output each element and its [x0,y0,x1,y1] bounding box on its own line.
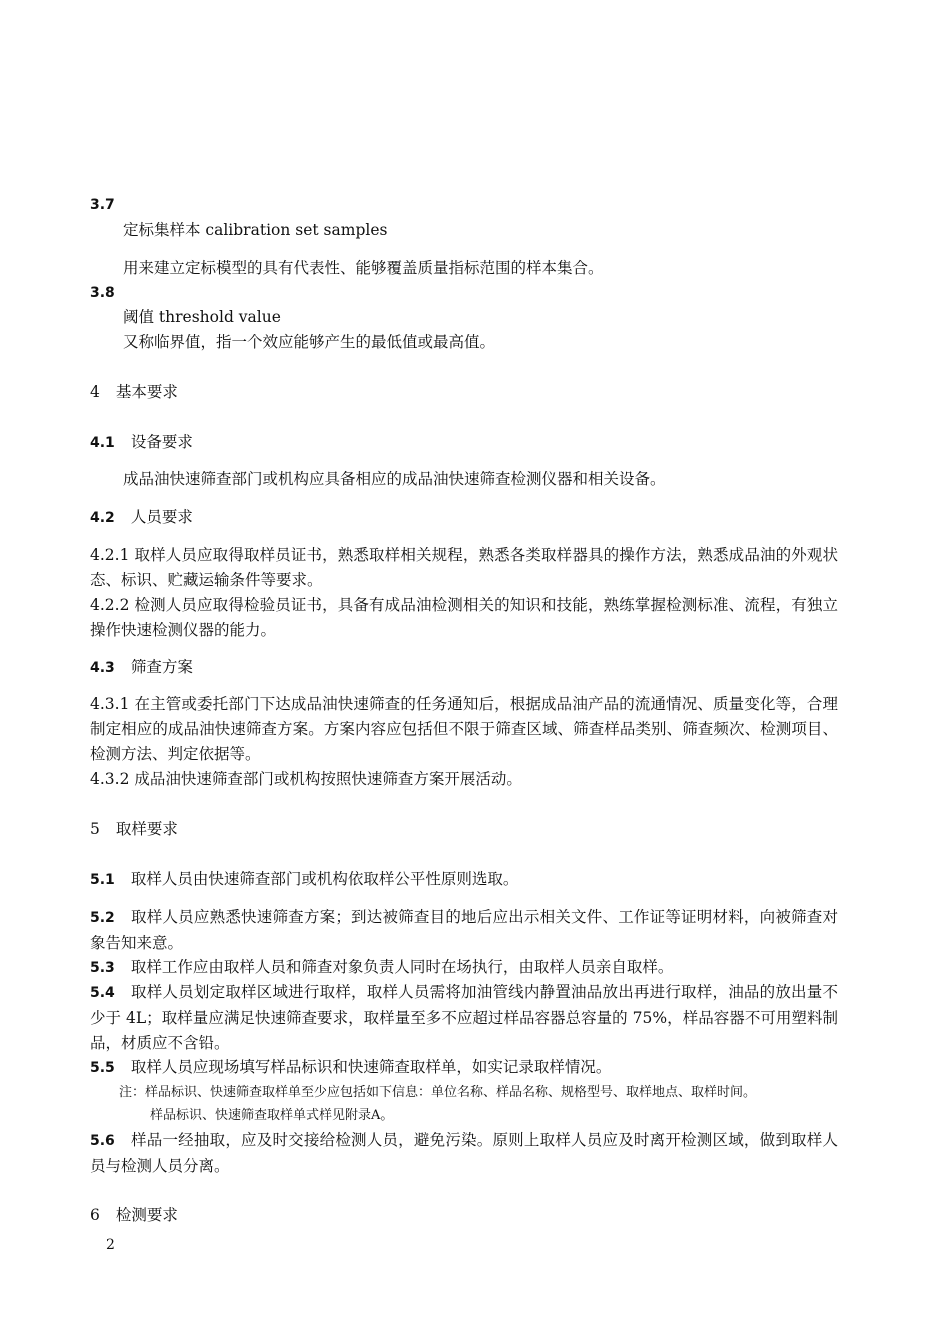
clause-title: 筛查方案 [130,658,193,676]
term-3-8: 阈值 threshold value [123,308,281,326]
chapter-4-heading [90,380,838,405]
clause-number: 5.2 [90,910,115,926]
clause-number: 5.3 [90,960,115,976]
clause-number: 5.5 [90,1060,115,1076]
clause-4-2-heading [90,505,838,531]
clause-number: 5.6 [90,1133,115,1149]
chapter-5-heading [90,817,838,842]
chapter-6-heading [90,1203,838,1228]
clause-number-3-7: 3.7 [90,197,115,213]
page-number: 2 [106,1237,115,1253]
clause-4-3-heading [90,655,838,681]
clause-number: 5.1 [90,872,115,888]
clause-4-3-1: 4.3.1 在主管或委托部门下达成品油快速筛查的任务通知后，根据成品油产品的流通情况、质量变化等，合理制定相应的成品油快速筛查方案。方案内容应包括但不限于筛查区域、筛查样品类别、筛查频次、检测项目、检测方法、判定依据等。 [90,695,838,763]
clause-number: 4.2 [90,510,115,526]
clause-body: 取样人员应现场填写样品标识和快速筛查取样单，如实记录取样情况。 [130,1058,612,1076]
clause-title: 设备要求 [130,433,193,451]
clause-5-6 [90,1128,838,1179]
chapter-number: 4 [90,383,100,401]
clause-body: 取样人员应熟悉快速筛查方案；到达被筛查目的地后应出示相关文件、工作证等证明材料，向被筛查对象告知来意。 [90,908,838,952]
clause-4-2-2: 4.2.2 检测人员应取得检验员证书，具备有成品油检测相关的知识和技能，熟练掌握检测标准、流程，有独立操作快速检测仪器的能力。 [90,596,838,639]
clause-number: 5.4 [90,985,115,1001]
chapter-title: 基本要求 [115,383,178,401]
note-line-2: 样品标识、快速筛查取样单式样见附录A。 [150,1108,394,1123]
definition-3-8: 又称临界值，指一个效应能够产生的最低值或最高值。 [123,333,496,351]
clause-4-2-1: 4.2.1 取样人员应取得取样员证书，熟悉取样相关规程，熟悉各类取样器具的操作方法，熟悉成品油的外观状态、标识、贮藏运输条件等要求。 [90,546,838,589]
note-line-1: 注：样品标识、快速筛查取样单至少应包括如下信息：单位名称、样品名称、规格型号、取样地点、取样时间。 [119,1085,757,1100]
clause-5-2 [90,905,838,956]
clause-5-1 [90,867,838,893]
definition-3-7: 用来建立定标模型的具有代表性、能够覆盖质量指标范围的样本集合。 [123,259,604,277]
clause-body: 取样人员划定取样区域进行取样，取样人员需将加油管线内静置油品放出再进行取样，油品的放出量不少于 4L；取样量应满足快速筛查要求，取样量至多不应超过样品容器总容量的 75%，样品容器不可用塑料制品，材质应不含铅。 [90,983,838,1052]
clause-title: 人员要求 [130,508,193,526]
clause-number: 4.1 [90,435,115,451]
clause-number-3-8: 3.8 [90,285,115,301]
chapter-number: 6 [90,1206,100,1224]
clause-body: 样品一经抽取，应及时交接给检测人员，避免污染。原则上取样人员应及时离开检测区域，做到取样人员与检测人员分离。 [90,1131,838,1175]
clause-5-4 [90,980,838,1056]
chapter-title: 取样要求 [115,820,178,838]
chapter-title: 检测要求 [115,1206,178,1224]
term-3-7: 定标集样本 calibration set samples [123,221,388,239]
chapter-number: 5 [90,820,100,838]
clause-4-1-body: 成品油快速筛查部门或机构应具备相应的成品油快速筛查检测仪器和相关设备。 [123,470,666,488]
clause-body: 取样人员由快速筛查部门或机构依取样公平性原则选取。 [130,870,519,888]
clause-body: 取样工作应由取样人员和筛查对象负责人同时在场执行，由取样人员亲自取样。 [130,958,674,976]
clause-5-5 [90,1055,838,1081]
clause-4-1-heading [90,430,838,456]
clause-4-3-2: 4.3.2 成品油快速筛查部门或机构按照快速筛查方案开展活动。 [90,770,522,788]
clause-number: 4.3 [90,660,115,676]
clause-5-3 [90,955,838,981]
